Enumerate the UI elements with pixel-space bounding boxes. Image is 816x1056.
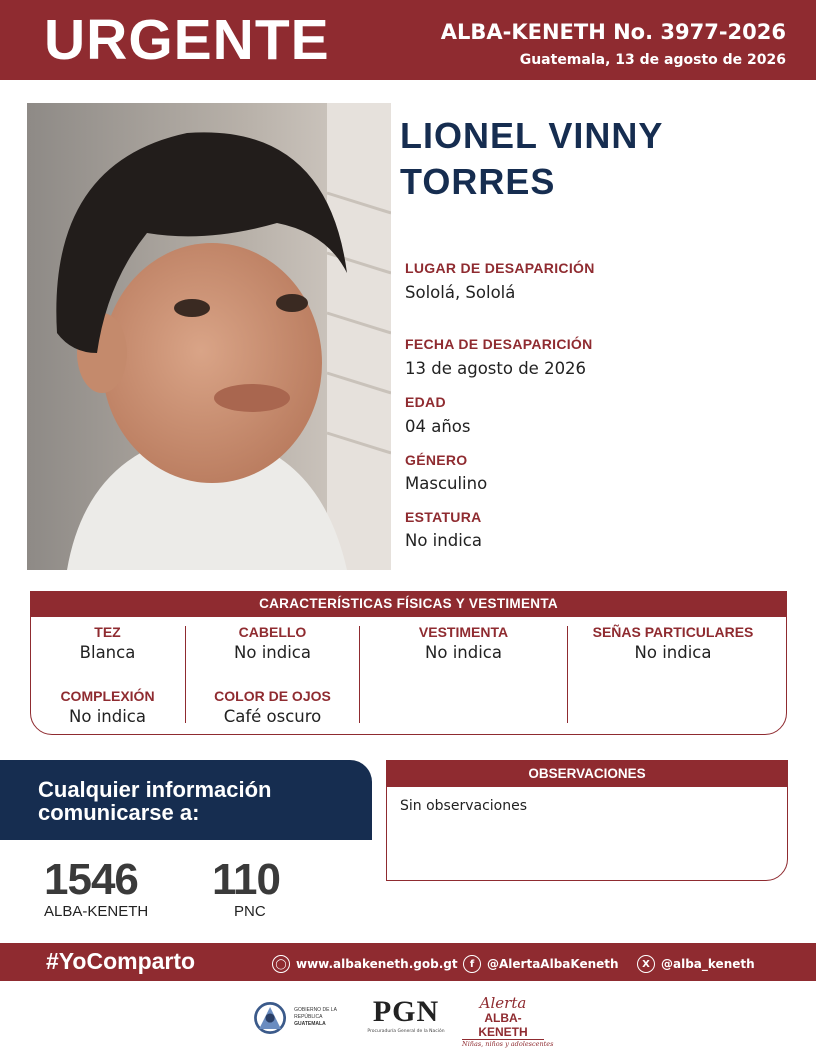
hotline-label-alba: ALBA-KENETH bbox=[44, 903, 149, 920]
contact-line1: Cualquier información bbox=[38, 777, 272, 802]
globe-icon: ◯ bbox=[272, 955, 290, 973]
complexion-tone-value: Blanca bbox=[79, 643, 136, 662]
person-name-line1: LIONEL VINNY bbox=[400, 115, 664, 156]
disappearance-date-value: 13 de agosto de 2026 bbox=[405, 359, 587, 378]
alerta-name: ALBA-KENETH bbox=[462, 1011, 544, 1040]
hotline-number-alba: 1546 bbox=[44, 855, 138, 904]
column-divider bbox=[359, 626, 360, 723]
characteristics-title: CARACTERÍSTICAS FÍSICAS Y VESTIMENTA bbox=[30, 591, 787, 617]
contact-line2: comunicarse a: bbox=[38, 800, 200, 825]
hotline-number-pnc: 110 bbox=[212, 855, 280, 904]
build-label: COMPLEXIÓN bbox=[60, 688, 155, 704]
complexion-tone-label: TEZ bbox=[94, 624, 121, 640]
gov-line1: GOBIERNO DE LA REPÚBLICA bbox=[294, 1007, 337, 1020]
observations-title: OBSERVACIONES bbox=[386, 760, 788, 787]
alert-date: Guatemala, 13 de agosto de 2026 bbox=[519, 52, 786, 68]
urgent-title: URGENTE bbox=[44, 8, 330, 72]
contact-text bbox=[38, 778, 271, 824]
disappearance-place-value: Sololá, Sololá bbox=[405, 283, 516, 302]
alert-number: ALBA-KENETH No. 3977-2026 bbox=[440, 20, 786, 44]
facebook-icon: f bbox=[463, 955, 481, 973]
alerta-subtext: Niñas, niños y adolescentes bbox=[462, 1040, 554, 1048]
hotline-label-pnc: PNC bbox=[234, 903, 266, 920]
website-text: www.albakeneth.gob.gt bbox=[296, 957, 458, 971]
x-icon: X bbox=[637, 955, 655, 973]
pgn-subtext: Procuraduría General de la Nación bbox=[367, 1029, 445, 1034]
age-label: EDAD bbox=[405, 394, 446, 410]
clothing-label: VESTIMENTA bbox=[418, 624, 509, 640]
hair-label: CABELLO bbox=[238, 624, 307, 640]
hair-value: No indica bbox=[234, 643, 311, 662]
clothing-value: No indica bbox=[425, 643, 502, 662]
gender-label: GÉNERO bbox=[405, 452, 468, 468]
person-name-line2: TORRES bbox=[400, 161, 556, 202]
pgn-logo bbox=[366, 995, 446, 1040]
eye-color-value: Café oscuro bbox=[223, 707, 322, 726]
eye-color-label: COLOR DE OJOS bbox=[214, 688, 331, 704]
alerta-script: Alerta bbox=[479, 994, 527, 1012]
hashtag: #YoComparto bbox=[46, 948, 196, 974]
disappearance-place-label: LUGAR DE DESAPARICIÓN bbox=[405, 260, 595, 276]
height-label: ESTATURA bbox=[405, 509, 482, 525]
government-logo bbox=[250, 995, 360, 1040]
observations-text: Sin observaciones bbox=[400, 798, 528, 814]
build-value: No indica bbox=[69, 707, 146, 726]
missing-person-photo bbox=[27, 103, 391, 570]
gov-line2: GUATEMALA bbox=[294, 1021, 326, 1027]
person-name bbox=[400, 113, 800, 205]
pgn-text: PGN bbox=[372, 995, 440, 1028]
website-link[interactable] bbox=[272, 955, 458, 973]
age-value: 04 años bbox=[405, 417, 471, 436]
coat-of-arms-icon bbox=[250, 996, 290, 1040]
column-divider bbox=[567, 626, 568, 723]
disappearance-date-label: FECHA DE DESAPARICIÓN bbox=[405, 336, 593, 352]
distinguishing-marks-label: SEÑAS PARTICULARES bbox=[592, 624, 754, 640]
facebook-text: @AlertaAlbaKeneth bbox=[487, 957, 619, 971]
height-value: No indica bbox=[405, 531, 482, 550]
alerta-alba-keneth-logo bbox=[462, 994, 554, 1048]
distinguishing-marks-value: No indica bbox=[634, 643, 712, 662]
x-link[interactable] bbox=[637, 955, 755, 973]
x-text: @alba_keneth bbox=[661, 957, 755, 971]
gender-value: Masculino bbox=[405, 474, 488, 493]
facebook-link[interactable] bbox=[463, 955, 619, 973]
